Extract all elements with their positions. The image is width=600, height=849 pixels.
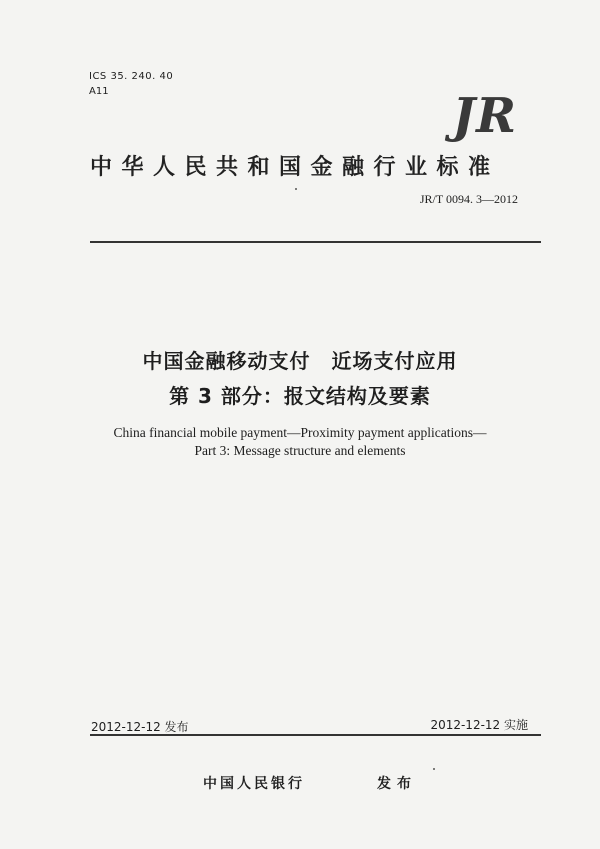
issuer-name: 中国人民银行 [203, 776, 305, 792]
jr-logo: JR [452, 88, 517, 144]
chinese-title-line-1: 中国金融移动支付 近场支付应用 [142, 349, 458, 373]
classification-code: A11 [89, 86, 109, 97]
english-title-line-1: China financial mobile payment—Proximity payment applications— [113, 425, 487, 440]
scan-speck [295, 188, 297, 190]
standard-code: JR/T 0094. 3—2012 [419, 192, 518, 206]
scan-speck [433, 768, 435, 770]
issued-label: 发布 [377, 776, 417, 792]
english-title-line-2: Part 3: Message structure and elements [194, 443, 406, 458]
footer-divider [90, 734, 541, 736]
ics-code: ICS 35. 240. 40 [89, 71, 174, 82]
implement-date: 2012-12-12 实施 [430, 718, 528, 732]
header-divider [90, 241, 541, 243]
standard-title: 中华人民共和国金融行业标准 [90, 155, 500, 180]
publish-date: 2012-12-12 发布 [91, 720, 189, 734]
chinese-title-line-2: 第 3 部分：报文结构及要素 [169, 384, 431, 408]
